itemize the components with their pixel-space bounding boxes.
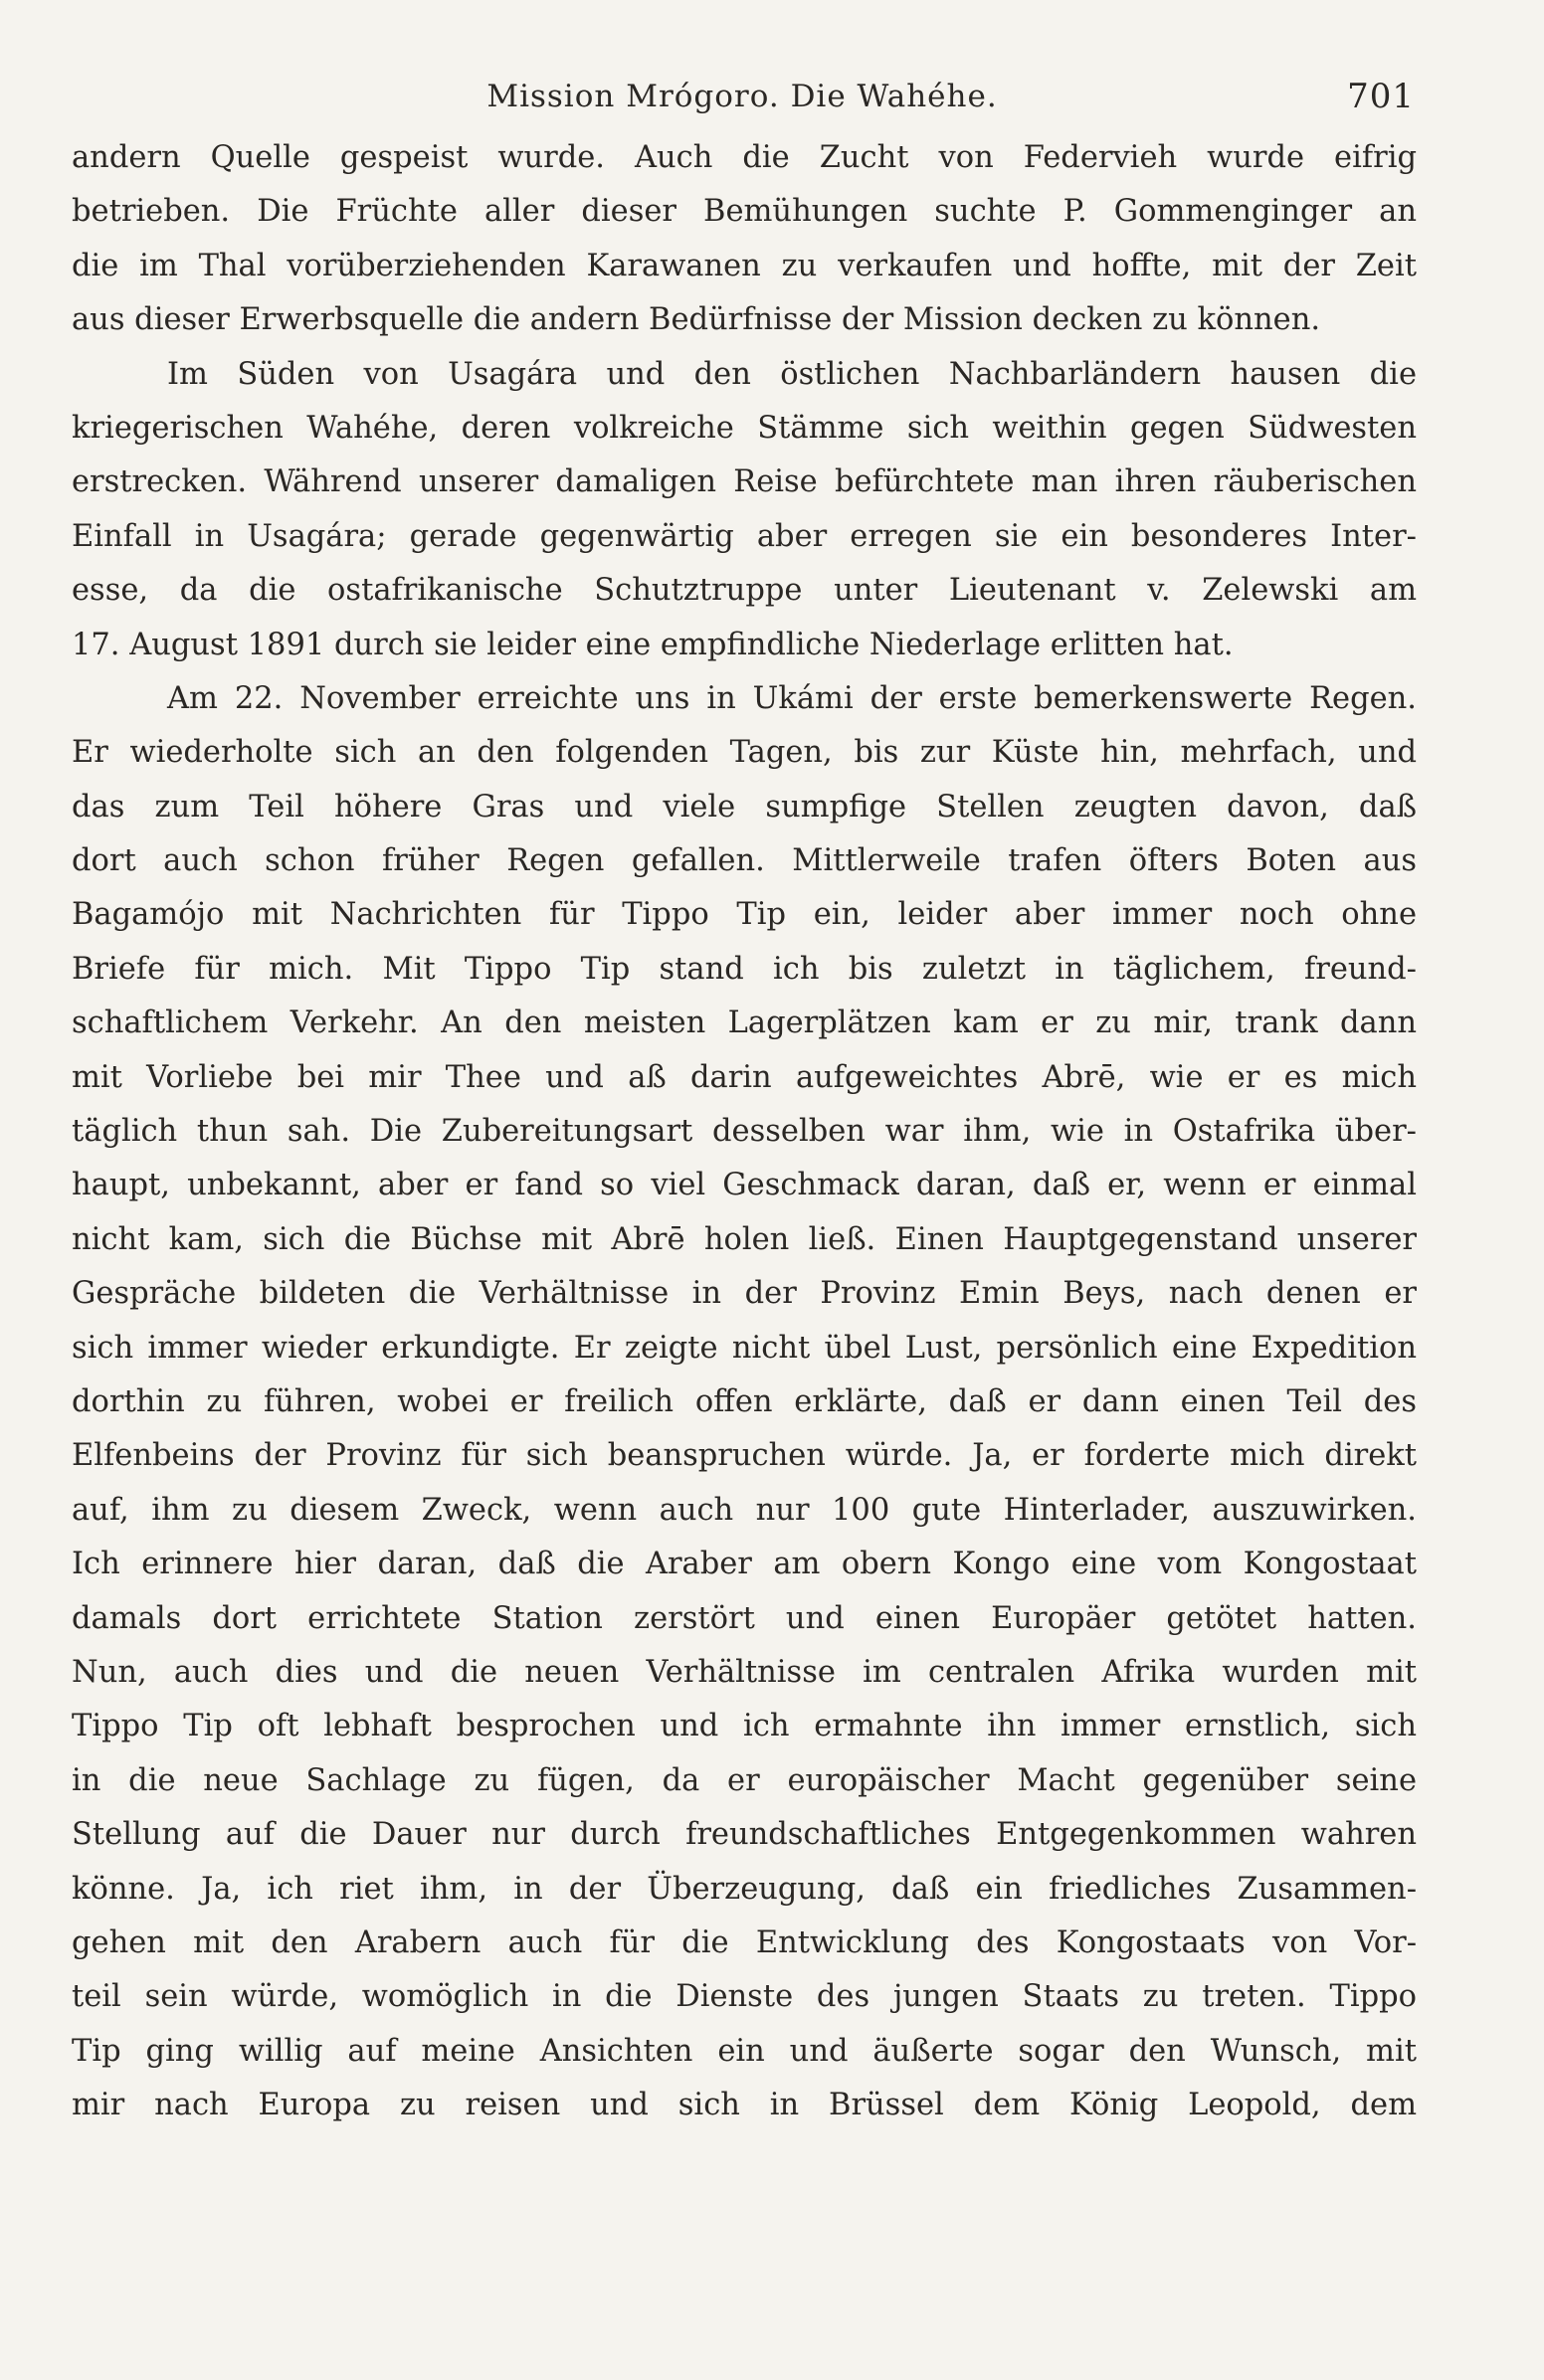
text-line: erstrecken. Während unserer damaligen Reise befürchtete man ihren räuberischen <box>72 464 1417 500</box>
text-line: Tippo Tip oft lebhaft besprochen und ich ermahnte ihn immer ernstlich, sich <box>72 1709 1417 1744</box>
text-line: aus dieser Erwerbsquelle die andern Bedürfnisse der Mission decken zu können. <box>72 302 1321 338</box>
text-line: 17. August 1891 durch sie leider eine empfindliche Niederlage erlitten hat. <box>72 627 1234 662</box>
text-line: Nun, auch dies und die neuen Verhältnisse im centralen Afrika wurden mit <box>72 1654 1417 1690</box>
page-number: 701 <box>1347 77 1415 116</box>
text-line: damals dort errichtete Station zerstört und einen Europäer getötet hatten. <box>72 1600 1417 1636</box>
text-line: Im Süden von Usagára und den östlichen Nachbarländern hausen die <box>167 356 1417 392</box>
body-text <box>72 131 1417 2132</box>
text-line: Tip ging willig auf meine Ansichten ein und äußerte sogar den Wunsch, mit <box>72 2033 1417 2069</box>
text-line: in die neue Sachlage zu fügen, da er europäischer Macht gegenüber seine <box>72 1762 1417 1798</box>
text-line: Einfall in Usagára; gerade gegenwärtig aber erregen sie ein besonderes Inter- <box>72 518 1417 554</box>
text-line: könne. Ja, ich riet ihm, in der Überzeugung, daß ein friedliches Zusammen- <box>72 1871 1417 1907</box>
text-line: Er wiederholte sich an den folgenden Tagen, bis zur Küste hin, mehrfach, und <box>72 735 1417 771</box>
text-line: nicht kam, sich die Büchse mit Abrē holen ließ. Einen Hauptgegenstand unserer <box>72 1221 1417 1257</box>
text-line: mir nach Europa zu reisen und sich in Brüssel dem König Leopold, dem <box>72 2088 1417 2123</box>
text-line: mit Vorliebe bei mir Thee und aß darin aufgeweichtes Abrē, wie er es mich <box>72 1059 1417 1095</box>
text-line: haupt, unbekannt, aber er fand so viel Geschmack daran, daß er, wenn er einmal <box>72 1168 1417 1203</box>
text-line: Gespräche bildeten die Verhältnisse in der Provinz Emin Beys, nach denen er <box>72 1276 1417 1312</box>
text-line: andern Quelle gespeist wurde. Auch die Zucht von Federvieh wurde eifrig <box>72 140 1417 175</box>
paragraph <box>72 348 1417 672</box>
text-line: esse, da die ostafrikanische Schutztruppe unter Lieutenant v. Zelewski am <box>72 573 1417 609</box>
paragraph <box>72 131 1417 348</box>
text-line: dort auch schon früher Regen gefallen. Mittlerweile trafen öfters Boten aus <box>72 843 1417 879</box>
text-line: Elfenbeins der Provinz für sich beanspruchen würde. Ja, er forderte mich direkt <box>72 1438 1417 1474</box>
text-line: die im Thal vorüberziehenden Karawanen zu verkaufen und hoffte, mit der Zeit <box>72 248 1417 283</box>
paragraph <box>72 672 1417 2133</box>
text-line: auf, ihm zu diesem Zweck, wenn auch nur 100 gute Hinterlader, auszuwirken. <box>72 1492 1417 1528</box>
text-line: Ich erinnere hier daran, daß die Araber am obern Kongo eine vom Kongostaat <box>72 1547 1417 1582</box>
text-line: das zum Teil höhere Gras und viele sumpfige Stellen zeugten davon, daß <box>72 789 1417 824</box>
running-header <box>70 72 1415 121</box>
text-line: täglich thun sah. Die Zubereitungsart desselben war ihm, wie in Ostafrika über- <box>72 1114 1417 1150</box>
text-line: betrieben. Die Früchte aller dieser Bemühungen suchte P. Gommenginger an <box>72 194 1417 230</box>
text-line: dorthin zu führen, wobei er freilich offen erklärte, daß er dann einen Teil des <box>72 1383 1417 1419</box>
text-line: schaftlichem Verkehr. An den meisten Lagerplätzen kam er zu mir, trank dann <box>72 1006 1417 1041</box>
text-line: kriegerischen Wahéhe, deren volkreiche Stämme sich weithin gegen Südwesten <box>72 410 1417 446</box>
text-line: sich immer wieder erkundigte. Er zeigte nicht übel Lust, persönlich eine Expedition <box>72 1330 1417 1366</box>
text-line: Briefe für mich. Mit Tippo Tip stand ich bis zuletzt in täglichem, freund- <box>72 951 1417 987</box>
running-title: Mission Mrógoro. Die Wahéhe. <box>486 79 998 114</box>
text-line: Bagamójo mit Nachrichten für Tippo Tip ein, leider aber immer noch ohne <box>72 897 1417 933</box>
text-line: gehen mit den Arabern auch für die Entwicklung des Kongostaats von Vor- <box>72 1924 1417 1960</box>
text-line: teil sein würde, womöglich in die Dienste des jungen Staats zu treten. Tippo <box>72 1979 1417 2015</box>
text-line: Am 22. November erreichte uns in Ukámi der erste bemerkenswerte Regen. <box>167 680 1417 716</box>
text-line: Stellung auf die Dauer nur durch freundschaftliches Entgegenkommen wahren <box>72 1817 1417 1853</box>
